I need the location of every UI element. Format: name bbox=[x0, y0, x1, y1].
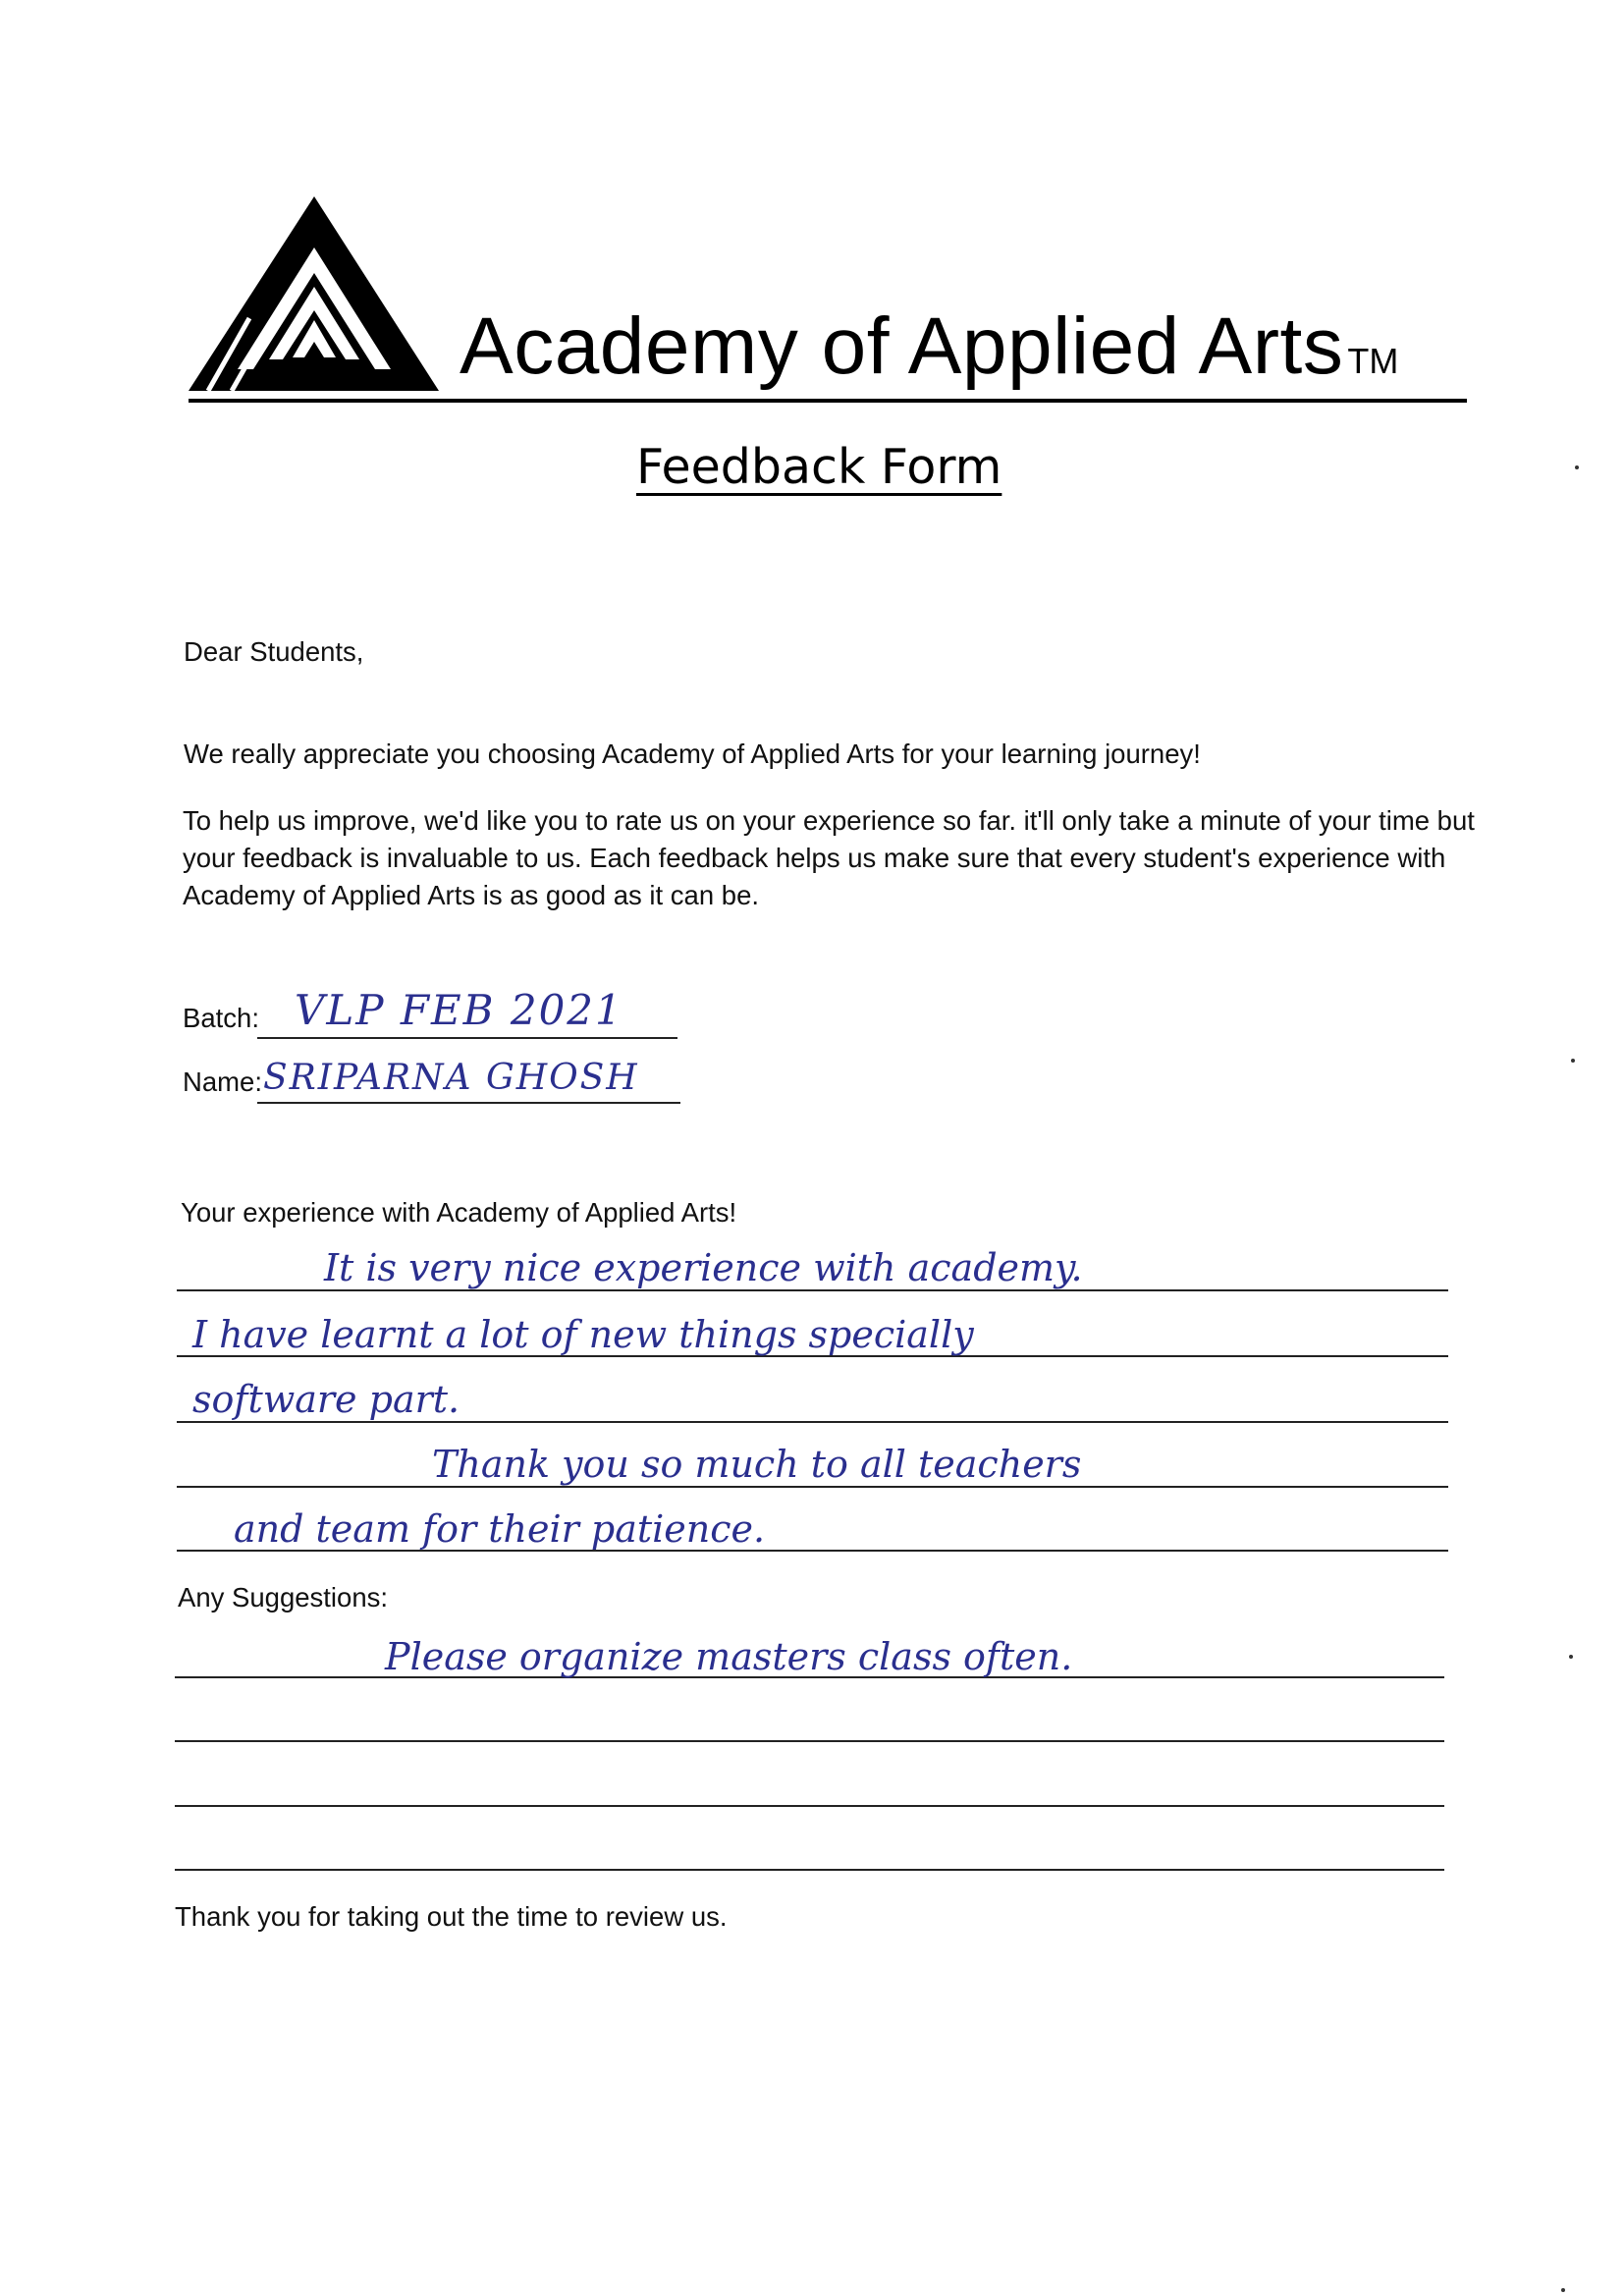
experience-line-3 bbox=[177, 1421, 1448, 1423]
trademark-mark: TM bbox=[1347, 341, 1399, 381]
scan-speck bbox=[1571, 1059, 1575, 1063]
name-field[interactable]: SRIPARNA GHOSH bbox=[263, 1058, 639, 1098]
suggestion-line-3 bbox=[175, 1805, 1444, 1807]
intro-text: We really appreciate you choosing Academy of Applied Arts for your learning journey! bbox=[184, 738, 1201, 769]
suggestion-line-4 bbox=[175, 1869, 1444, 1871]
experience-text-line[interactable]: software part. bbox=[192, 1378, 460, 1421]
batch-field-line bbox=[257, 1037, 677, 1039]
experience-text-line[interactable]: It is very nice experience with academy. bbox=[324, 1246, 1083, 1289]
batch-field[interactable]: VLP FEB 2021 bbox=[295, 986, 623, 1034]
academy-logo bbox=[189, 196, 439, 391]
name-field-line bbox=[257, 1102, 680, 1104]
experience-text-line[interactable]: Thank you so much to all teachers bbox=[432, 1443, 1082, 1486]
suggestion-text-line[interactable]: Please organize masters class often. bbox=[385, 1635, 1073, 1678]
scan-speck bbox=[1575, 465, 1579, 469]
brand-name-text: Academy of Applied Arts bbox=[460, 301, 1344, 391]
scan-speck bbox=[1561, 2288, 1565, 2292]
brand-name bbox=[460, 301, 1399, 391]
form-title: Feedback Form bbox=[636, 439, 1002, 495]
experience-text-line[interactable]: I have learnt a lot of new things specially bbox=[192, 1313, 974, 1356]
header-rule bbox=[189, 399, 1467, 403]
batch-label: Batch: bbox=[183, 1003, 259, 1033]
scan-speck bbox=[1569, 1655, 1573, 1659]
experience-line-1 bbox=[177, 1289, 1448, 1291]
greeting: Dear Students, bbox=[184, 636, 364, 667]
suggestions-heading: Any Suggestions: bbox=[178, 1582, 389, 1613]
experience-line-4 bbox=[177, 1486, 1448, 1488]
help-text: To help us improve, we'd like you to rate us on your experience so far. it'll only take a minute of your time but your feedback is invaluable to us. Each feedback helps us make sure that every student's experience with Academy of Applied Arts is as good as it can be. bbox=[183, 805, 1475, 910]
suggestion-line-2 bbox=[175, 1740, 1444, 1742]
experience-text-line[interactable]: and team for their patience. bbox=[234, 1507, 766, 1551]
name-label: Name: bbox=[183, 1066, 262, 1097]
experience-heading: Your experience with Academy of Applied Arts! bbox=[181, 1197, 737, 1228]
closing-text: Thank you for taking out the time to review us. bbox=[175, 1901, 728, 1932]
